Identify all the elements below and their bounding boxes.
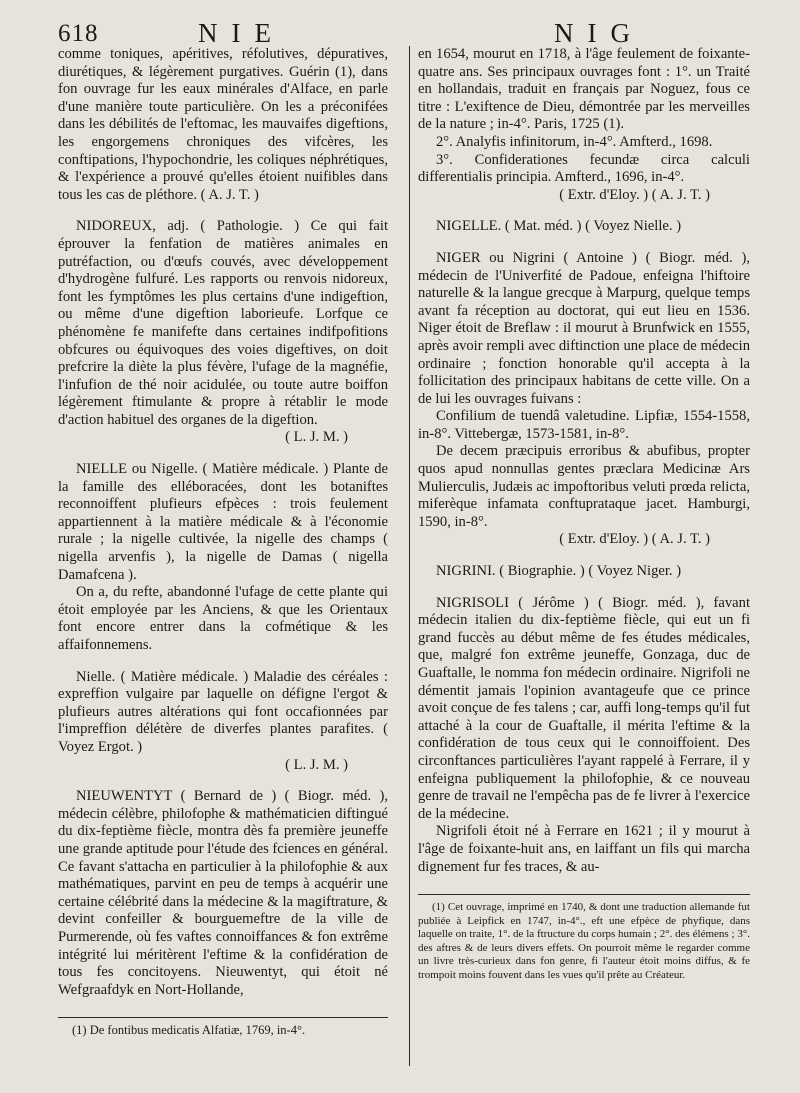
running-head-left: NIE	[198, 18, 285, 48]
work-item: 2°. Analyfis infinitorum, in-4°. Amfterd., 1698.	[436, 133, 713, 150]
footnote-rule	[418, 894, 750, 895]
entry-niger: NIGER ou Nigrini ( Antoine ) ( Biogr. méd. ), médecin de l'Univerfité de Padoue, enfeigna l'hiftoire naturelle & la langue grecque à Marpurg, quelque temps avant fa réception au doctorat, qui eut lieu en 1536. Niger étoit de Breflaw : il mourut à Brunfwick en 1555, après avoir rempli avec diftinction une place de médecin ordinaire ; fonction honorable qu'il accepta à la follicitation des principaux habitans de cette ville. On a de lui les ouvrages fuivans :	[418, 249, 750, 407]
entry-nidoreux: NIDOREUX, adj. ( Pathologie. ) Ce qui fait éprouver la fenfation de matières animales en putréfaction, ou d'œufs couvés, avec développement d'hydrogène fulfuré. Les rapports ou renvois nidoreux, font les fymptômes les plus certains d'une indigeftion, ou même d'une digeftion laborieufe. Lorfque ce phénomène fe manifefte dans certaines indifpofitions obfcures ou équivoques des voies digeftives, on doit prefcrire la diète la plus févère, l'ufage de la magnéfie, l'infufion de thé noir acidulée, ou toute autre boiffon légèrement ftimulante & propre à rétablir le mode d'action habituel des organes de la digeftion.	[58, 218, 388, 428]
left-column	[58, 46, 388, 1036]
column-divider	[409, 46, 410, 1066]
footnote: (1) De fontibus medicatis Alfatiæ, 1769, in-4°.	[72, 1023, 306, 1038]
signature: ( L. J. M. )	[285, 429, 348, 446]
entry-nieuwentyt: NIEUWENTYT ( Bernard de ) ( Biogr. méd. ), médecin célèbre, philofophe & mathématicien diftingué du dix-feptième fiècle, montra dès fa première jeuneffe une grande aptitude pour l'étude des fciences en général. Ce favant s'attacha en particulier à la philofophie & aux mathématiques, parvint en peu de temps à acquérir une certaine célébrité dans la médecine & la magiftrature, & devint confeiller & bourguemeftre de la ville de Purmerende, où fes vaftes connoiffances & fon extrême intégrité lui méritèrent l'eftime & la confidération de tous fes concitoyens. Nieuwentyt, qui étoit né Wefgraafdyk en Nort-Hollande,	[58, 788, 388, 998]
running-head-right: NIG	[554, 18, 644, 48]
right-column	[418, 46, 750, 1086]
entry-nielle-maladie: Nielle. ( Matière médicale. ) Maladie des céréales : expreffion vulgaire par laquelle on défigne l'ergot & plufieurs autres altérations qui font occafionnées par l'impreffion délétère de diverfes plantes parafites. ( Voyez Ergot. )	[58, 668, 388, 755]
paragraph-eaux-minerales: comme toniques, apéritives, réfolutives, dépuratives, diurétiques, & légèrement purgatives. Guérin (1), dans fon ouvrage fur les eaux minérales d'Alface, en parle d'une manière toute particulière. On les a préconifées dans les débilités de l'eftomac, les mauvaifes digeftions, les engorgemens chroniques des vifcères, les conftipations, l'hypochondrie, les coliques néphrétiques, & l'expérience a prouvé qu'elles étoient nuifibles dans tous les cas de pléthore. ( A. J. T. )	[58, 46, 388, 203]
signature: ( Extr. d'Eloy. ) ( A. J. T. )	[559, 531, 710, 548]
paragraph-nieuwentyt-cont: en 1654, mourut en 1718, à l'âge feulement de foixante-quatre ans. Ses principaux ouvrages font : 1°. un Traité en hollandais, traduit en français par Noguez, fous ce titre : L'exiftence de Dieu, démontrée par les merveilles de la nature ; in-4°. Paris, 1725 (1).	[418, 46, 750, 133]
work-item: De decem præcipuis erroribus & abufibus, propter quos apud nonnullas gentes præclara Medicinæ Ars Mulierculis, Judæis ac impoftoribus veluti prœda relicta, miferèque infamata conftuprataque jacet. Hamburgi, 1590, in-8°.	[418, 443, 750, 530]
entry-nigrisoli: NIGRISOLI ( Jérôme ) ( Biogr. méd. ), favant médecin italien du dix-feptième fiècle, qui eut un fi grand fuccès au début même de fes études médicales, que, malgré fon extrême jeuneffe, Gonzaga, duc de Guaftalle, le nomma fon médecin ordinaire. Nigrifoli ne démentit jamais l'opinion avantageufe que ce prince avoit conçue de fes talens ; car, auffi long-temps qu'il fut attaché à la cour de Guaftalle, il mérita l'eftime & la confidération de tous ceux qui le connoiffoient. Des circonftances particulières l'ayant rappelé à Ferrare, il y enfeigna publiquement la philofophie, & ce nouveau genre de travail ne l'empêcha pas de fe livrer à l'exercice de la médecine.	[418, 594, 750, 822]
signature: ( Extr. d'Eloy. ) ( A. J. T. )	[559, 186, 710, 203]
footnote-rule	[58, 1017, 388, 1018]
entry-nigelle: NIGELLE. ( Mat. méd. ) ( Voyez Nielle. )	[436, 218, 682, 235]
signature: ( L. J. M. )	[285, 756, 348, 773]
page-number: 618	[58, 20, 99, 47]
footnote: (1) Cet ouvrage, imprimé en 1740, & dont une traduction allemande fut publiée à Leipfick en 1747, in-4°., eft une efpèce de phyfique, dans laquelle on traite, 1°. de la ftructure du corps humain ; 2°. des élémens ; 3°. des aftres & de leurs divers effets. On pourroit même le regarder comme un livre très-curieux dans fon genre, fi l'auteur étoit moins diffus, & fe trompoit moins fouvent dans les vues qu'il prête au Créateur.	[418, 901, 750, 981]
work-item: 3°. Confiderationes fecundæ circa calculi differentialis principia. Amfterd., 1696, in-4°.	[418, 151, 750, 186]
paragraph-nielle-usage: On a, du refte, abandonné l'ufage de cette plante qui étoit employée par les Anciens, & que les Orientaux font encore entrer dans la cofmétique & les affaifonnemens.	[58, 584, 388, 653]
entry-nigrini: NIGRINI. ( Biographie. ) ( Voyez Niger. )	[436, 563, 682, 580]
entry-nielle: NIELLE ou Nigelle. ( Matière médicale. ) Plante de la famille des elléboracées, dont les botaniftes reconnoiffent plufieurs efpèces : trois feulement appartiennent à la matière médicale & à l'économie rurale ; la nigelle cultivée, la nigelle des champs ( nigella arvenfis ), la nigelle de Damas ( nigella Damafcena ).	[58, 461, 388, 583]
work-item: Confilium de tuendâ valetudine. Lipfiæ, 1554-1558, in-8°. Vittebergæ, 1573-1581, in-8°.	[418, 408, 750, 442]
paragraph-nigrisoli-cont: Nigrifoli étoit né à Ferrare en 1621 ; il y mourut à l'âge de foixante-huit ans, en laiffant un fils qui marcha dignement fur fes traces, & au-	[418, 823, 750, 875]
